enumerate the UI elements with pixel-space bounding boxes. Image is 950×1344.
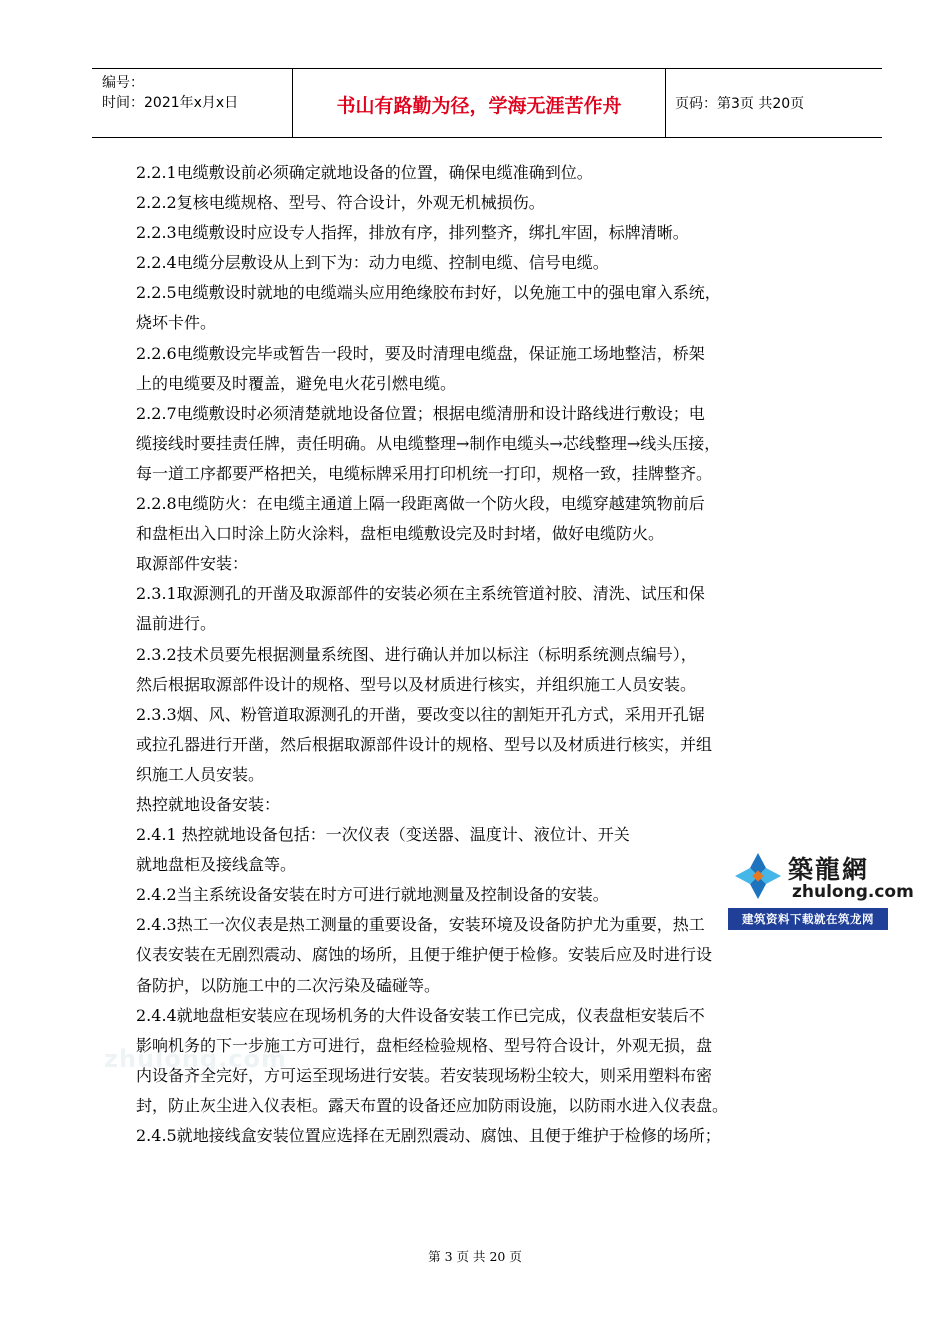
body-line: 织施工人员安装。 bbox=[136, 764, 265, 784]
document-header bbox=[92, 68, 882, 138]
body-line: 2.2.1电缆敷设前必须确定就地设备的位置，确保电缆准确到位。 bbox=[136, 163, 593, 182]
body-line: 2.3.3烟、风、粉管道取源测孔的开凿，要改变以往的割矩开孔方式，采用开孔锯 bbox=[136, 704, 705, 724]
body-line: 影响机务的下一步施工方可进行，盘柜经检验规格、型号符合设计，外观无损，盘 bbox=[136, 1035, 713, 1055]
logo-domain: zhulong.com bbox=[792, 882, 914, 902]
body-line: 2.4.2当主系统设备安装在时方可进行就地测量及控制设备的安装。 bbox=[136, 885, 609, 905]
body-line: 每一道工序都要严格把关，电缆标牌采用打印机统一打印，规格一致，挂牌整齐。 bbox=[136, 463, 713, 483]
body-line: 2.4.4就地盘柜安装应在现场机务的大件设备安装工作已完成，仪表盘柜安装后不 bbox=[136, 1005, 705, 1025]
body-line: 2.3.1取源测孔的开凿及取源部件的安装必须在主系统管道衬胶、清洗、试压和保 bbox=[136, 584, 705, 604]
body-line: 2.2.8电缆防火：在电缆主通道上隔一段距离做一个防火段，电缆穿越建筑物前后 bbox=[136, 494, 705, 514]
body-line: 烧坏卡件。 bbox=[136, 313, 217, 333]
body-line: 仪表安装在无剧烈震动、腐蚀的场所，且便于维护便于检修。安装后应及时进行设 bbox=[136, 945, 713, 965]
page-footer: 第 3 页 共 20 页 bbox=[428, 1249, 522, 1264]
body-line: 2.2.7电缆敷设时必须清楚就地设备位置；根据电缆清册和设计路线进行敷设；电 bbox=[136, 403, 705, 423]
body-line: 2.4.5就地接线盒安装位置应选择在无剧烈震动、腐蚀、且便于维护于检修的场所； bbox=[136, 1126, 721, 1145]
body-line: 和盘柜出入口时涂上防火涂料，盘柜电缆敷设完及时封堵，做好电缆防火。 bbox=[136, 524, 665, 544]
header-motto: 书山有路勤为径，学海无涯苦作舟 bbox=[336, 95, 622, 117]
header-page-info: 页码：第3页 共20页 bbox=[675, 96, 805, 112]
header-divider bbox=[665, 69, 666, 137]
section-heading: 取源部件安装： bbox=[136, 554, 249, 574]
body-line: 封，防止灰尘进入仪表柜。露天布置的设备还应加防雨设施，以防雨水进入仪表盘。 bbox=[136, 1095, 729, 1115]
body-line: 2.3.2技术员要先根据测量系统图、进行确认并加以标注（标明系统测点编号）， bbox=[136, 644, 697, 664]
body-line: 缆接线时要挂责任牌，责任明确。从电缆整理→制作电缆头→芯线整理→线头压接， bbox=[136, 433, 721, 453]
body-line: 2.2.4电缆分层敷设从上到下为：动力电缆、控制电缆、信号电缆。 bbox=[136, 253, 609, 273]
watermark-text: zhulong.com bbox=[104, 1045, 287, 1073]
body-line: 2.4.1 热控就地设备包括：一次仪表（变送器、温度计、液位计、开关 bbox=[136, 825, 630, 845]
document-body bbox=[136, 158, 864, 1151]
body-line: 就地盘柜及接线盒等。 bbox=[136, 855, 297, 875]
number-label: 编号： bbox=[102, 75, 144, 91]
body-line: 2.4.3热工一次仪表是热工测量的重要设备，安装环境及设备防护尤为重要，热工 bbox=[136, 915, 705, 935]
zhulong-logo bbox=[728, 848, 914, 932]
body-line: 备防护，以防施工中的二次污染及磕碰等。 bbox=[136, 975, 441, 995]
logo-slogan: 建筑资料下载就在筑龙网 bbox=[728, 908, 888, 930]
time-label: 时间：2021年x月x日 bbox=[102, 95, 239, 111]
body-line: 2.2.6电缆敷设完毕或暂告一段时，要及时清理电缆盘，保证施工场地整洁，桥架 bbox=[136, 343, 705, 363]
body-line: 2.2.2复核电缆规格、型号、符合设计，外观无机械损伤。 bbox=[136, 193, 545, 213]
body-line: 内设备齐全完好，方可运至现场进行安装。若安装现场粉尘较大，则采用塑料布密 bbox=[136, 1065, 713, 1085]
header-meta bbox=[102, 73, 292, 113]
logo-name: 築龍網 bbox=[788, 855, 870, 884]
body-line: 温前进行。 bbox=[136, 614, 217, 634]
zhulong-logo-icon bbox=[732, 850, 784, 902]
body-line: 2.2.3电缆敷设时应设专人指挥，排放有序，排列整齐，绑扎牢固，标牌清晰。 bbox=[136, 223, 689, 243]
body-line: 上的电缆要及时覆盖，避免电火花引燃电缆。 bbox=[136, 373, 457, 393]
body-line: 2.2.5电缆敷设时就地的电缆端头应用绝缘胶布封好，以免施工中的强电窜入系统， bbox=[136, 283, 721, 303]
body-line: 然后根据取源部件设计的规格、型号以及材质进行核实，并组织施工人员安装。 bbox=[136, 674, 697, 694]
section-heading: 热控就地设备安装： bbox=[136, 794, 281, 814]
body-line: 或拉孔器进行开凿，然后根据取源部件设计的规格、型号以及材质进行核实，并组 bbox=[136, 734, 713, 754]
